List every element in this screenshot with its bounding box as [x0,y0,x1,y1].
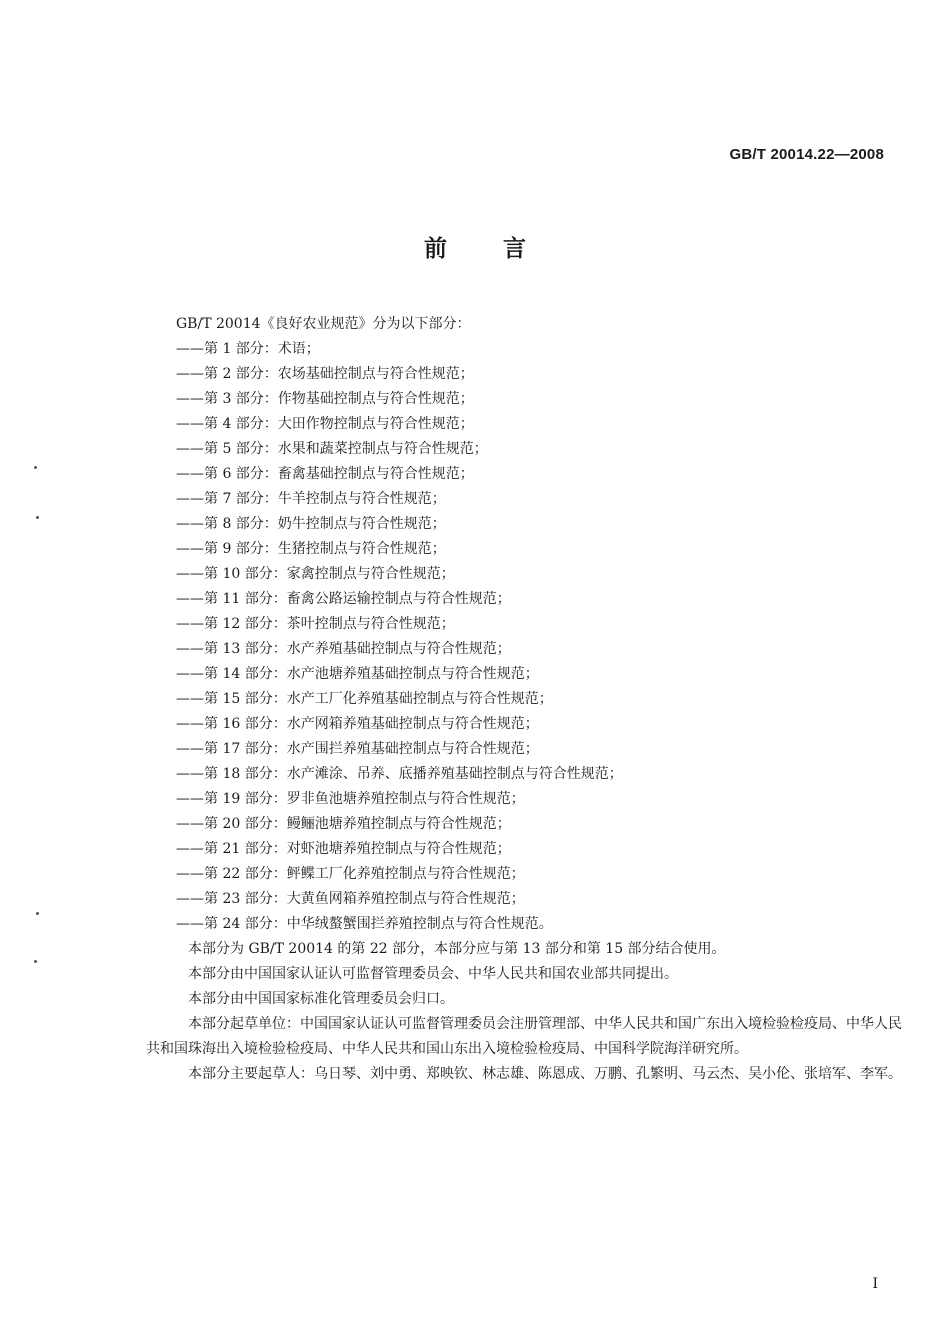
scan-speck [34,960,37,963]
part-list-item: ——第 16 部分：水产网箱养殖基础控制点与符合性规范； [176,716,539,732]
part-list-item: ——第 3 部分：作物基础控制点与符合性规范； [176,391,474,407]
part-list-item: ——第 11 部分：畜禽公路运输控制点与符合性规范； [176,591,511,607]
part-list-item: ——第 20 部分：鳗鲡池塘养殖控制点与符合性规范； [176,816,511,832]
body-paragraph: 本部分主要起草人：乌日琴、刘中勇、郑映钦、林志雄、陈恩成、万鹏、孔繁明、马云杰、吴小伦、张培军、李军。 [188,1066,902,1082]
part-list-item: ——第 8 部分：奶牛控制点与符合性规范； [176,516,446,532]
part-list-item: ——第 12 部分：茶叶控制点与符合性规范； [176,616,455,632]
part-list-item: ——第 18 部分：水产滩涂、吊养、底播养殖基础控制点与符合性规范； [176,766,623,782]
part-list-item: ——第 13 部分：水产养殖基础控制点与符合性规范； [176,641,511,657]
part-list-item: ——第 23 部分：大黄鱼网箱养殖控制点与符合性规范； [176,891,525,907]
part-list-item: ——第 6 部分：畜禽基础控制点与符合性规范； [176,466,474,482]
part-list-item: ——第 2 部分：农场基础控制点与符合性规范； [176,366,474,382]
part-list-item: ——第 5 部分：水果和蔬菜控制点与符合性规范； [176,441,488,457]
scan-speck [34,466,37,469]
paragraphs [146,937,906,1087]
scan-speck [36,516,39,519]
page-number: I [872,1276,878,1292]
document-body [146,312,906,1087]
part-list-item: ——第 21 部分：对虾池塘养殖控制点与符合性规范； [176,841,511,857]
part-list-item: ——第 4 部分：大田作物控制点与符合性规范； [176,416,474,432]
part-list-item: ——第 22 部分：鲆鲽工厂化养殖控制点与符合性规范； [176,866,525,882]
body-paragraph: 本部分起草单位：中国国家认证认可监督管理委员会注册管理部、中华人民共和国广东出入境检验检疫局、中华人民共和国珠海出入境检验检疫局、中华人民共和国山东出入境检验检疫局、中国科学院海洋研究所。 [146,1016,902,1057]
part-list-item: ——第 14 部分：水产池塘养殖基础控制点与符合性规范； [176,666,539,682]
part-list-item: ——第 17 部分：水产围拦养殖基础控制点与符合性规范； [176,741,539,757]
body-paragraph: 本部分为 GB/T 20014 的第 22 部分，本部分应与第 13 部分和第 15 部分结合使用。 [188,941,726,957]
standard-code: GB/T 20014.22—2008 [729,146,884,163]
part-list-item: ——第 10 部分：家禽控制点与符合性规范； [176,566,455,582]
scan-speck [36,912,39,915]
page-title: 前言 [424,236,582,262]
part-list-item: ——第 7 部分：牛羊控制点与符合性规范； [176,491,446,507]
body-paragraph: 本部分由中国国家标准化管理委员会归口。 [188,991,454,1007]
intro-line: GB/T 20014《良好农业规范》分为以下部分： [176,316,471,332]
part-list-item: ——第 1 部分：术语； [176,341,320,357]
part-list-item: ——第 9 部分：生猪控制点与符合性规范； [176,541,446,557]
parts-list [146,337,906,937]
part-list-item: ——第 15 部分：水产工厂化养殖基础控制点与符合性规范； [176,691,553,707]
body-paragraph: 本部分由中国国家认证认可监督管理委员会、中华人民共和国农业部共同提出。 [188,966,678,982]
part-list-item: ——第 24 部分：中华绒螯蟹围拦养殖控制点与符合性规范。 [176,916,553,932]
part-list-item: ——第 19 部分：罗非鱼池塘养殖控制点与符合性规范； [176,791,525,807]
